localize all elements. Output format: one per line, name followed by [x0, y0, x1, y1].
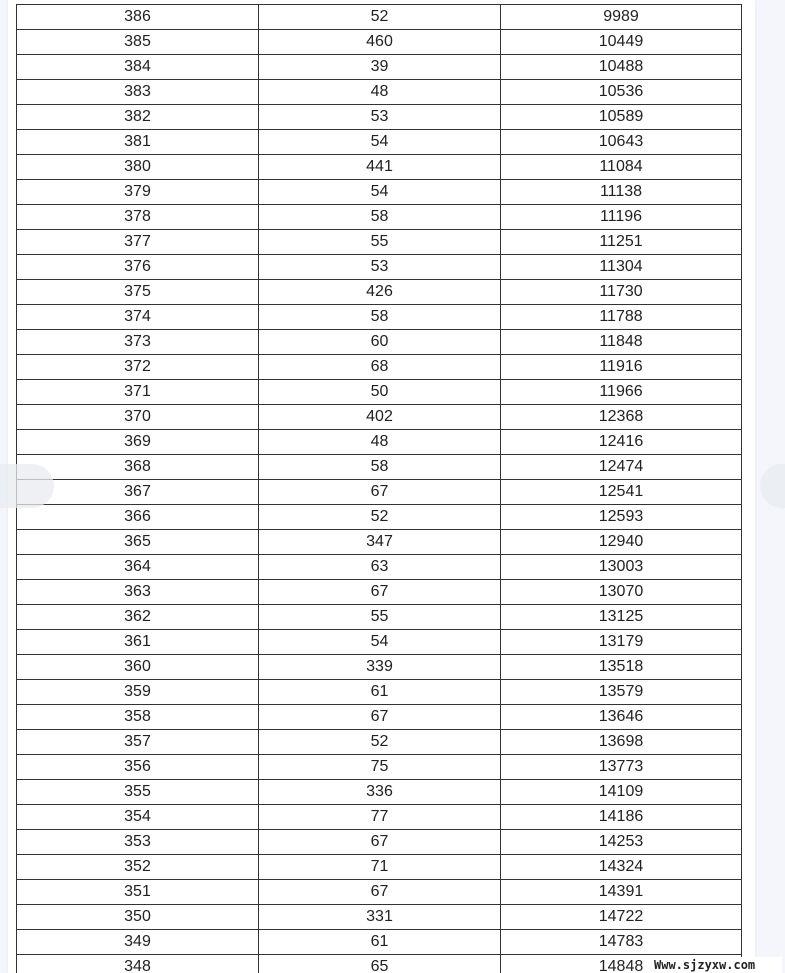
count-cell: 63 — [259, 555, 501, 580]
count-cell: 48 — [259, 430, 501, 455]
score-cell: 383 — [17, 80, 259, 105]
count-cell: 71 — [259, 855, 501, 880]
count-cell: 75 — [259, 755, 501, 780]
score-cell: 380 — [17, 155, 259, 180]
cumulative-cell: 13179 — [501, 630, 742, 655]
count-cell: 67 — [259, 580, 501, 605]
count-cell: 426 — [259, 280, 501, 305]
score-cell: 354 — [17, 805, 259, 830]
score-cell: 367 — [17, 480, 259, 505]
score-cell: 385 — [17, 30, 259, 55]
score-cell: 358 — [17, 705, 259, 730]
cumulative-cell: 14783 — [501, 930, 742, 955]
cumulative-cell: 13698 — [501, 730, 742, 755]
score-cell: 382 — [17, 105, 259, 130]
score-cell: 375 — [17, 280, 259, 305]
table-row — [17, 130, 742, 155]
cumulative-cell: 11730 — [501, 280, 742, 305]
table-row — [17, 805, 742, 830]
count-cell: 441 — [259, 155, 501, 180]
score-cell: 369 — [17, 430, 259, 455]
table-row — [17, 105, 742, 130]
score-cell: 381 — [17, 130, 259, 155]
cumulative-cell: 11788 — [501, 305, 742, 330]
cumulative-cell: 10643 — [501, 130, 742, 155]
table-row — [17, 530, 742, 555]
score-cell: 365 — [17, 530, 259, 555]
table-row — [17, 880, 742, 905]
table-row — [17, 55, 742, 80]
cumulative-cell: 10449 — [501, 30, 742, 55]
table-row — [17, 205, 742, 230]
count-cell: 55 — [259, 605, 501, 630]
count-cell: 61 — [259, 930, 501, 955]
score-cell: 359 — [17, 680, 259, 705]
table-row — [17, 580, 742, 605]
cumulative-cell: 11196 — [501, 205, 742, 230]
score-cell: 351 — [17, 880, 259, 905]
score-cell: 376 — [17, 255, 259, 280]
count-cell: 67 — [259, 705, 501, 730]
cumulative-cell: 9989 — [501, 5, 742, 30]
cumulative-cell: 11916 — [501, 355, 742, 380]
table-row — [17, 255, 742, 280]
score-cell: 378 — [17, 205, 259, 230]
cumulative-cell: 13070 — [501, 580, 742, 605]
table-row — [17, 455, 742, 480]
cumulative-cell: 11966 — [501, 380, 742, 405]
count-cell: 52 — [259, 730, 501, 755]
cumulative-cell: 13518 — [501, 655, 742, 680]
cumulative-cell: 14109 — [501, 780, 742, 805]
table-row — [17, 355, 742, 380]
cumulative-cell: 11304 — [501, 255, 742, 280]
table-row — [17, 655, 742, 680]
cumulative-cell: 10488 — [501, 55, 742, 80]
table-row — [17, 630, 742, 655]
count-cell: 39 — [259, 55, 501, 80]
count-cell: 60 — [259, 330, 501, 355]
table-row — [17, 780, 742, 805]
score-cell: 377 — [17, 230, 259, 255]
score-cell: 361 — [17, 630, 259, 655]
count-cell: 67 — [259, 880, 501, 905]
count-cell: 50 — [259, 380, 501, 405]
cumulative-cell: 12416 — [501, 430, 742, 455]
cumulative-cell: 14186 — [501, 805, 742, 830]
cumulative-cell: 13579 — [501, 680, 742, 705]
cumulative-cell: 14722 — [501, 905, 742, 930]
table-row — [17, 955, 742, 973]
count-cell: 53 — [259, 105, 501, 130]
score-cell: 350 — [17, 905, 259, 930]
table-row — [17, 605, 742, 630]
cumulative-cell: 11848 — [501, 330, 742, 355]
score-cell: 353 — [17, 830, 259, 855]
score-cell: 370 — [17, 405, 259, 430]
count-cell: 460 — [259, 30, 501, 55]
table-row — [17, 480, 742, 505]
table-row — [17, 705, 742, 730]
cumulative-cell: 11138 — [501, 180, 742, 205]
score-cell: 362 — [17, 605, 259, 630]
next-page-icon[interactable] — [760, 464, 785, 508]
table-row — [17, 5, 742, 30]
score-table — [16, 4, 742, 973]
count-cell: 55 — [259, 230, 501, 255]
score-cell: 364 — [17, 555, 259, 580]
table-row — [17, 405, 742, 430]
score-cell: 348 — [17, 955, 259, 973]
cumulative-cell: 14253 — [501, 830, 742, 855]
count-cell: 58 — [259, 205, 501, 230]
table-row — [17, 380, 742, 405]
table-row — [17, 555, 742, 580]
score-cell: 372 — [17, 355, 259, 380]
score-cell: 379 — [17, 180, 259, 205]
table-row — [17, 680, 742, 705]
table-row — [17, 930, 742, 955]
count-cell: 336 — [259, 780, 501, 805]
score-cell: 373 — [17, 330, 259, 355]
count-cell: 67 — [259, 480, 501, 505]
table-row — [17, 730, 742, 755]
site-watermark: Www.sjzyxw.com — [654, 957, 782, 973]
table-row — [17, 180, 742, 205]
score-cell: 363 — [17, 580, 259, 605]
count-cell: 52 — [259, 5, 501, 30]
cumulative-cell: 14324 — [501, 855, 742, 880]
table-row — [17, 230, 742, 255]
score-cell: 357 — [17, 730, 259, 755]
cumulative-cell: 11084 — [501, 155, 742, 180]
count-cell: 61 — [259, 680, 501, 705]
table-row — [17, 905, 742, 930]
count-cell: 58 — [259, 305, 501, 330]
cumulative-cell: 12593 — [501, 505, 742, 530]
count-cell: 48 — [259, 80, 501, 105]
count-cell: 54 — [259, 630, 501, 655]
score-cell: 366 — [17, 505, 259, 530]
count-cell: 58 — [259, 455, 501, 480]
cumulative-cell: 12368 — [501, 405, 742, 430]
cumulative-cell: 10536 — [501, 80, 742, 105]
score-table-body — [17, 5, 742, 973]
count-cell: 54 — [259, 180, 501, 205]
score-cell: 384 — [17, 55, 259, 80]
cumulative-cell: 13773 — [501, 755, 742, 780]
table-row — [17, 30, 742, 55]
score-cell: 352 — [17, 855, 259, 880]
table-row — [17, 830, 742, 855]
cumulative-cell: 12541 — [501, 480, 742, 505]
count-cell: 53 — [259, 255, 501, 280]
count-cell: 52 — [259, 505, 501, 530]
count-cell: 68 — [259, 355, 501, 380]
count-cell: 402 — [259, 405, 501, 430]
score-cell: 360 — [17, 655, 259, 680]
cumulative-cell: 12474 — [501, 455, 742, 480]
count-cell: 65 — [259, 955, 501, 973]
count-cell: 331 — [259, 905, 501, 930]
score-cell: 356 — [17, 755, 259, 780]
table-row — [17, 280, 742, 305]
prev-page-icon[interactable] — [0, 464, 54, 508]
count-cell: 347 — [259, 530, 501, 555]
cumulative-cell: 13646 — [501, 705, 742, 730]
count-cell: 77 — [259, 805, 501, 830]
table-row — [17, 155, 742, 180]
table-row — [17, 430, 742, 455]
score-cell: 374 — [17, 305, 259, 330]
score-cell: 368 — [17, 455, 259, 480]
table-row — [17, 505, 742, 530]
cumulative-cell: 14848 — [501, 955, 742, 973]
score-cell: 386 — [17, 5, 259, 30]
count-cell: 54 — [259, 130, 501, 155]
table-row — [17, 855, 742, 880]
cumulative-cell: 11251 — [501, 230, 742, 255]
table-row — [17, 330, 742, 355]
table-row — [17, 305, 742, 330]
cumulative-cell: 13125 — [501, 605, 742, 630]
cumulative-cell: 10589 — [501, 105, 742, 130]
score-cell: 355 — [17, 780, 259, 805]
count-cell: 67 — [259, 830, 501, 855]
cumulative-cell: 12940 — [501, 530, 742, 555]
table-row — [17, 755, 742, 780]
cumulative-cell: 14391 — [501, 880, 742, 905]
document-page — [8, 0, 755, 973]
score-cell: 371 — [17, 380, 259, 405]
score-cell: 349 — [17, 930, 259, 955]
cumulative-cell: 13003 — [501, 555, 742, 580]
count-cell: 339 — [259, 655, 501, 680]
table-row — [17, 80, 742, 105]
